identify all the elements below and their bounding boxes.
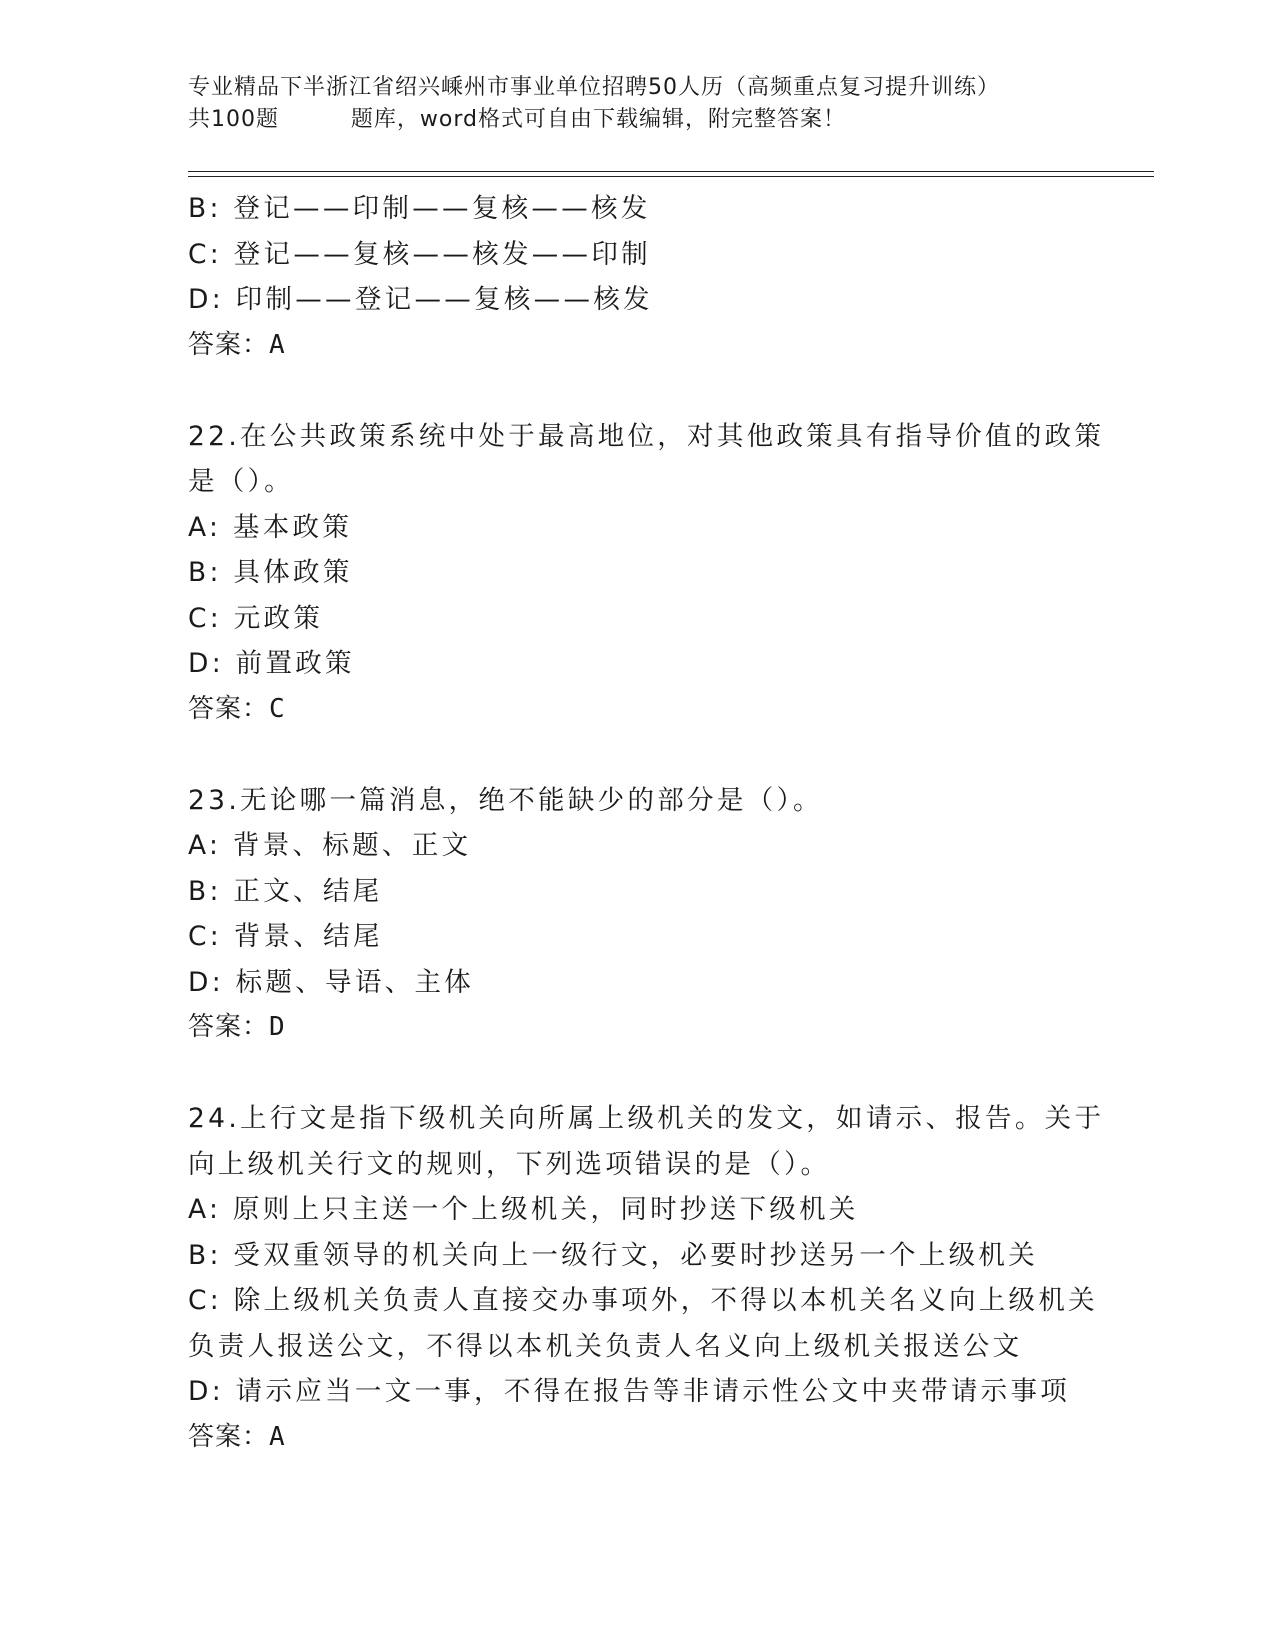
- question-stem-line: 22.在公共政策系统中处于最高地位，对其他政策具有指导价值的政策: [188, 420, 1105, 452]
- question-content: [188, 186, 1105, 1460]
- question-spacer: [188, 1051, 1088, 1097]
- question-spacer: [188, 368, 1088, 414]
- answer-value: A: [269, 329, 286, 360]
- option-b: B: 正文、结尾: [188, 875, 383, 907]
- answer-line: [188, 323, 1088, 369]
- option-c-continued: 负责人报送公文，不得以本机关负责人名义向上级机关报送公文: [188, 1330, 1023, 1362]
- answer-label: 答案：: [188, 1421, 270, 1452]
- question-spacer: [188, 732, 1088, 778]
- option-d: D: 请示应当一文一事，不得在报告等非请示性公文中夹带请示事项: [188, 1376, 1071, 1407]
- answer-label: 答案：: [188, 1012, 270, 1042]
- answer-line: [188, 1415, 1088, 1461]
- question-stem-line: 是（）。: [188, 466, 294, 497]
- answer-line: [188, 687, 1088, 733]
- page-header: [188, 72, 1088, 136]
- question-stem-line: 向上级机关行文的规则，下列选项错误的是（）。: [188, 1148, 831, 1180]
- question-21-tail: [188, 186, 1088, 368]
- answer-value: A: [269, 1421, 286, 1452]
- question-23: [188, 778, 1088, 1051]
- answer-label: 答案：: [188, 329, 270, 360]
- option-b: B: 具体政策: [188, 557, 353, 588]
- option-a: A: 原则上只主送一个上级机关，同时抄送下级机关: [188, 1194, 859, 1225]
- option-d: D: 前置政策: [188, 648, 355, 679]
- option-a: A: 基本政策: [188, 511, 353, 543]
- answer-value: D: [269, 1012, 286, 1042]
- option-c: C: 登记——复核——核发——印制: [188, 238, 651, 270]
- option-d: D: 标题、导语、主体: [188, 966, 475, 998]
- header-divider-bottom: [188, 176, 1154, 177]
- option-d: D: 印制——登记——复核——核发: [188, 284, 653, 315]
- option-c: C: 背景、结尾: [188, 921, 383, 952]
- option-b: B: 受双重领导的机关向上一级行文，必要时抄送另一个上级机关: [188, 1239, 1039, 1271]
- option-c: C: 除上级机关负责人直接交办事项外，不得以本机关名义向上级机关: [188, 1285, 1098, 1316]
- question-stem-line: 23.无论哪一篇消息，绝不能缺少的部分是（）。: [188, 784, 823, 816]
- option-c: C: 元政策: [188, 602, 324, 634]
- header-title-line-2: 共100题 题库，word格式可自由下载编辑，附完整答案！: [188, 107, 847, 132]
- option-b: B: 登记——印制——复核——核发: [188, 193, 651, 224]
- option-a: A: 背景、标题、正文: [188, 830, 472, 861]
- header-divider-top: [188, 171, 1154, 172]
- header-title-line-1: 专业精品下半浙江省绍兴嵊州市事业单位招聘50人历（高频重点复习提升训练）: [188, 75, 1000, 100]
- answer-label: 答案：: [188, 693, 270, 724]
- question-24: [188, 1096, 1105, 1460]
- question-stem-line: 24.上行文是指下级机关向所属上级机关的发文，如请示、报告。关于: [188, 1103, 1105, 1134]
- answer-value: C: [269, 693, 286, 724]
- answer-line: [188, 1005, 1088, 1051]
- question-22: [188, 414, 1105, 733]
